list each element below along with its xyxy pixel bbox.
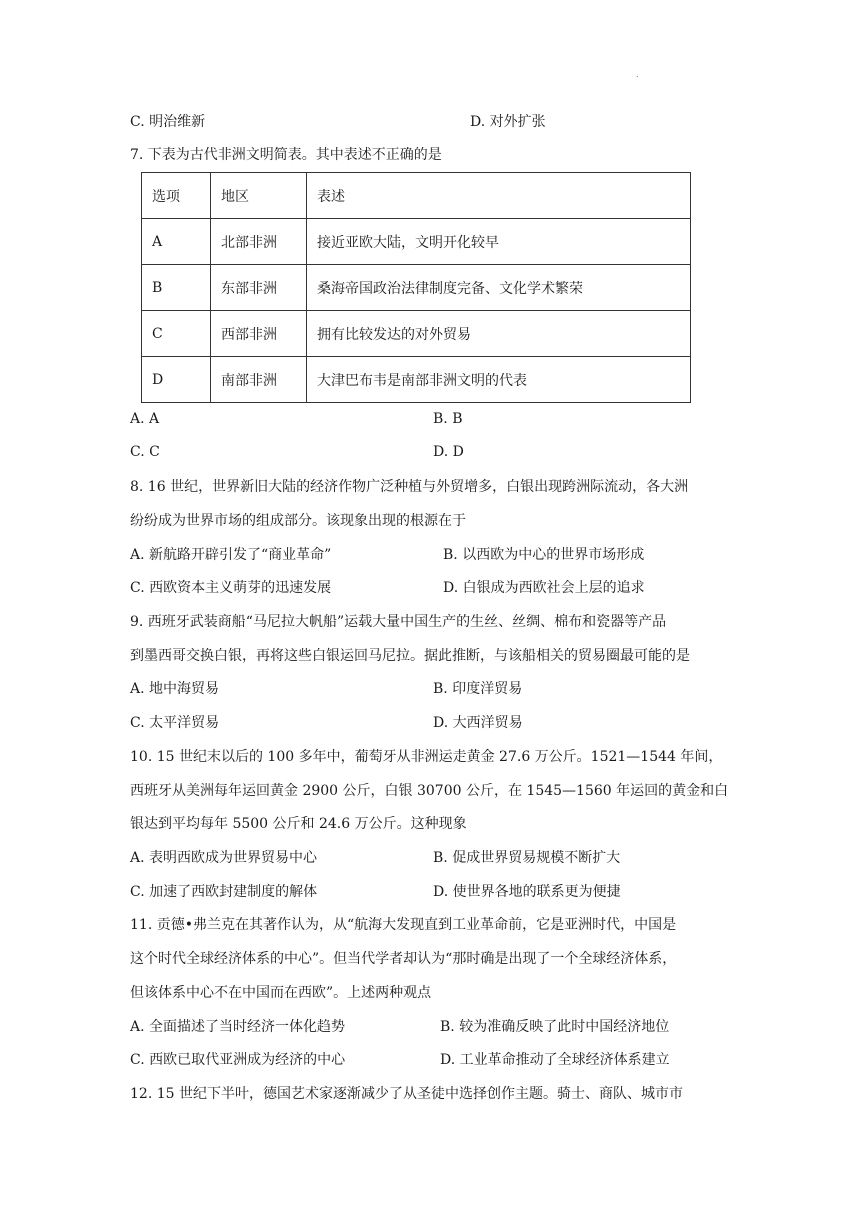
q7-option-c: C. C	[130, 444, 160, 460]
table-header-row	[142, 173, 691, 219]
q7-option-d: D. D	[433, 444, 464, 460]
q11-option-a: A. 全面描述了当时经济一体化趋势	[130, 1019, 346, 1035]
table-cell: C	[142, 311, 211, 357]
q8-option-c: C. 西欧资本主义萌芽的迅速发展	[130, 580, 332, 596]
q8-option-b: B. 以西欧为中心的世界市场形成	[443, 547, 645, 563]
q11-option-d: D. 工业革命推动了全球经济体系建立	[440, 1052, 670, 1068]
q10-option-b: B. 促成世界贸易规模不断扩大	[433, 850, 621, 866]
table-cell: A	[142, 219, 211, 265]
q9-option-a: A. 地中海贸易	[130, 681, 220, 697]
q6-option-d: D. 对外扩张	[470, 114, 546, 130]
q9-stem-line-1: 9. 西班牙武装商船“马尼拉大帆船”运载大量中国生产的生丝、丝绸、棉布和瓷器等产品	[130, 614, 667, 630]
q10-option-d: D. 使世界各地的联系更为便捷	[433, 884, 621, 900]
q7-table	[141, 172, 691, 403]
table-cell: 北部非洲	[211, 219, 307, 265]
table-cell: B	[142, 265, 211, 311]
table-cell: D	[142, 357, 211, 403]
q7-option-b: B. B	[433, 411, 463, 427]
q11-option-b: B. 较为准确反映了此时中国经济地位	[440, 1019, 670, 1035]
q9-option-b: B. 印度洋贸易	[433, 681, 523, 697]
table-row	[142, 219, 691, 265]
table-row	[142, 265, 691, 311]
q11-stem-line-3: 但该体系中心不在中国而在西欧”。上述两种观点	[130, 985, 432, 1001]
table-row	[142, 311, 691, 357]
q9-option-c: C. 太平洋贸易	[130, 715, 220, 731]
table-row	[142, 357, 691, 403]
page-marker-dot: .	[636, 70, 639, 79]
table-cell: 接近亚欧大陆，文明开化较早	[307, 219, 691, 265]
table-cell: 西部非洲	[211, 311, 307, 357]
table-cell: 南部非洲	[211, 357, 307, 403]
q9-stem-line-2: 到墨西哥交换白银，再将这些白银运回马尼拉。据此推断，与该船相关的贸易圈最可能的是	[130, 648, 690, 664]
q8-stem-line-1: 8. 16 世纪，世界新旧大陆的经济作物广泛种植与外贸增多，白银出现跨洲际流动，各大洲	[130, 479, 689, 495]
q10-stem-line-1: 10. 15 世纪末以后的 100 多年中，葡萄牙从非洲运走黄金 27.6 万公斤。1521—1544 年间，	[130, 749, 723, 765]
q10-option-a: A. 表明西欧成为世界贸易中心	[130, 850, 318, 866]
q11-stem-line-2: 这个时代全球经济体系的中心”。但当代学者却认为“那时确是出现了一个全球经济体系，	[130, 951, 677, 967]
table-header-cell: 表述	[307, 173, 691, 219]
q8-option-a: A. 新航路开辟引发了“商业革命”	[130, 547, 332, 563]
q10-stem-line-2: 西班牙从美洲每年运回黄金 2900 公斤，白银 30700 公斤，在 1545—1560 年运回的黄金和白	[130, 783, 729, 799]
q9-option-d: D. 大西洋贸易	[433, 715, 523, 731]
q8-option-d: D. 白银成为西欧社会上层的追求	[443, 580, 645, 596]
table-cell: 东部非洲	[211, 265, 307, 311]
table-cell: 桑海帝国政治法律制度完备、文化学术繁荣	[307, 265, 691, 311]
q7-stem: 7. 下表为古代非洲文明简表。其中表述不正确的是	[130, 147, 442, 163]
q7-option-a: A. A	[130, 411, 160, 427]
table-header-cell: 地区	[211, 173, 307, 219]
q11-option-c: C. 西欧已取代亚洲成为经济的中心	[130, 1052, 346, 1068]
q6-option-c: C. 明治维新	[130, 114, 206, 130]
table-cell: 大津巴布韦是南部非洲文明的代表	[307, 357, 691, 403]
table-header-cell: 选项	[142, 173, 211, 219]
q11-stem-line-1: 11. 贡德•弗兰克在其著作认为，从“航海大发现直到工业革命前，它是亚洲时代，中国是	[130, 917, 677, 933]
q10-option-c: C. 加速了西欧封建制度的解体	[130, 884, 318, 900]
q8-stem-line-2: 纷纷成为世界市场的组成部分。该现象出现的根源在于	[130, 513, 466, 529]
table-cell: 拥有比较发达的对外贸易	[307, 311, 691, 357]
q12-stem-line-1: 12. 15 世纪下半叶，德国艺术家逐渐减少了从圣徒中选择创作主题。骑士、商队、城市市	[130, 1086, 683, 1102]
q10-stem-line-3: 银达到平均每年 5500 公斤和 24.6 万公斤。这种现象	[130, 816, 467, 832]
